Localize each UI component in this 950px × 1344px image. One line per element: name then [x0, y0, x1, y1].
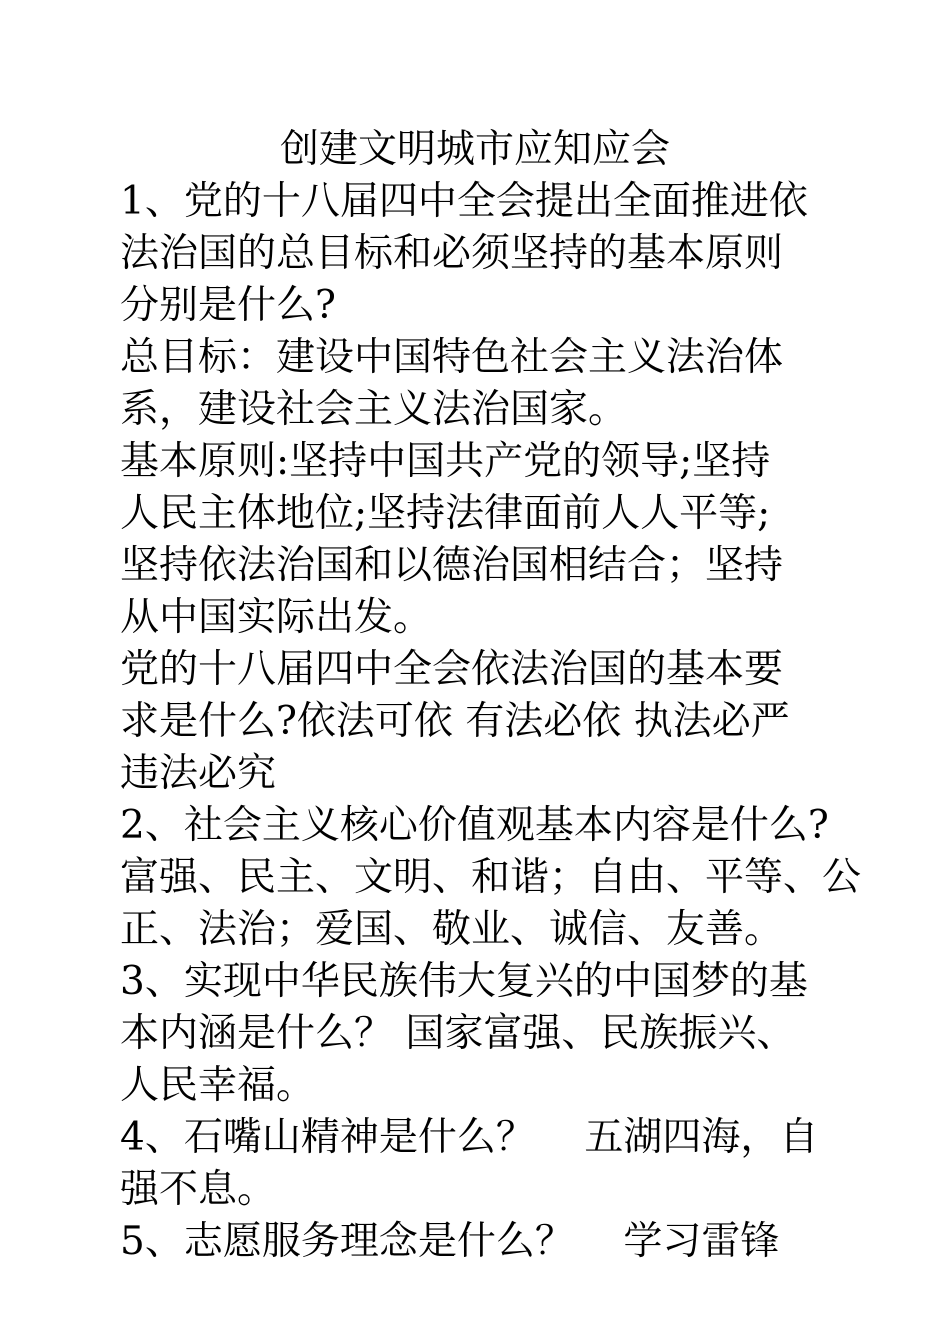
body-line: 违法必究 — [120, 751, 277, 796]
body-line: 党的十八届四中全会依法治国的基本要 — [120, 647, 784, 692]
body-line: 富强、民主、文明、和谐；自由、平等、公 — [120, 855, 862, 900]
body-line: 人民主体地位;坚持法律面前人人平等; — [120, 491, 771, 536]
body-line: 3、实现中华民族伟大复兴的中国梦的基 — [120, 959, 808, 1004]
body-line: 分别是什么? — [120, 283, 336, 328]
body-line: 从中国实际出发。 — [120, 595, 433, 640]
body-line: 基本原则:坚持中国共产党的领导;坚持 — [120, 439, 771, 484]
document-title: 创建文明城市应知应会 — [279, 127, 670, 172]
body-line: 4、石嘴山精神是什么？ 五湖四海，自 — [120, 1115, 819, 1160]
body-line: 系，建设社会主义法治国家。 — [120, 387, 628, 432]
body-line: 总目标：建设中国特色社会主义法治体 — [120, 335, 784, 380]
body-line: 正、法治；爱国、敬业、诚信、友善。 — [120, 907, 784, 952]
body-line: 1、党的十八届四中全会提出全面推进依 — [120, 179, 808, 224]
body-line: 求是什么?依法可依 有法必依 执法必严 — [120, 699, 790, 744]
body-line: 法治国的总目标和必须坚持的基本原则 — [120, 231, 784, 276]
body-line: 本内涵是什么？ 国家富强、民族振兴、 — [120, 1011, 796, 1056]
body-line: 人民幸福。 — [120, 1063, 316, 1108]
body-line: 强不息。 — [120, 1167, 277, 1212]
body-line: 5、志愿服务理念是什么？ 学习雷锋 — [120, 1219, 780, 1264]
body-line: 坚持依法治国和以德治国相结合；坚持 — [120, 543, 784, 588]
document-body — [120, 176, 862, 1268]
body-line: 2、社会主义核心价值观基本内容是什么? — [120, 803, 829, 848]
